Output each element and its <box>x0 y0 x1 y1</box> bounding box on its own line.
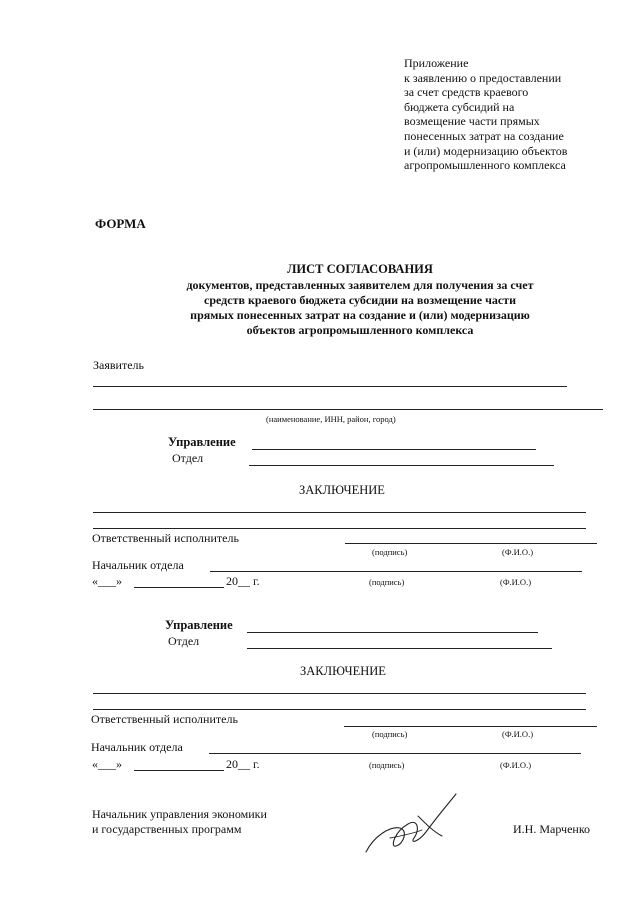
executor-field[interactable] <box>345 543 597 544</box>
title-line: документов, представленных заявителем для получения за счет <box>186 278 534 292</box>
date-year: 20__ г. <box>226 574 260 588</box>
appendix-line: к заявлению о предоставлении <box>404 70 562 85</box>
executor-label: Ответственный исполнитель <box>92 531 239 545</box>
applicant-hint: (наименование, ИНН, район, город) <box>266 414 396 424</box>
appendix-line: за счет средств краевого <box>404 85 529 100</box>
department-label: Управление <box>165 618 233 632</box>
executor-label: Ответственный исполнитель <box>91 712 238 726</box>
form-label: ФОРМА <box>95 216 146 231</box>
date-month-field[interactable] <box>134 587 224 588</box>
department-field[interactable] <box>247 632 538 633</box>
conclusion-heading: ЗАКЛЮЧЕНИЕ <box>300 664 386 678</box>
appendix-line: агропромышленного комплекса <box>404 158 566 173</box>
title-line: средств краевого бюджета субсидии на возмещение части <box>204 293 516 307</box>
head-field[interactable] <box>210 571 582 572</box>
division-field[interactable] <box>247 648 552 649</box>
conclusion-line[interactable] <box>93 528 586 529</box>
appendix-line: и (или) модернизацию объектов <box>404 143 568 158</box>
division-label: Отдел <box>168 634 200 648</box>
document-heading: ЛИСТ СОГЛАСОВАНИЯ <box>287 262 433 276</box>
head-field[interactable] <box>209 753 581 754</box>
executor-field[interactable] <box>344 726 597 727</box>
signer-name: И.Н. Марченко <box>513 822 591 836</box>
title-line: объектов агропромышленного комплекса <box>246 323 474 337</box>
appendix-note <box>404 56 624 173</box>
division-field[interactable] <box>249 465 554 466</box>
handwritten-signature <box>360 788 470 860</box>
appendix-line: возмещение части прямых <box>404 114 540 129</box>
signature-hint: (подпись) <box>372 547 408 557</box>
department-field[interactable] <box>252 449 536 450</box>
title-line: прямых понесенных затрат на создание и (или) модернизацию <box>190 308 530 322</box>
appendix-line: понесенных затрат на создание <box>404 128 564 143</box>
name-hint: (Ф.И.О.) <box>502 547 534 557</box>
applicant-label: Заявитель <box>93 358 144 372</box>
appendix-line: Приложение <box>404 56 469 70</box>
date-day: «___» <box>92 757 122 771</box>
name-hint: (Ф.И.О.) <box>500 577 532 587</box>
head-label: Начальник отдела <box>92 558 184 572</box>
conclusion-line[interactable] <box>93 693 586 694</box>
applicant-line[interactable] <box>93 409 603 410</box>
signer-position: и государственных программ <box>92 822 242 836</box>
signer-position: Начальник управления экономики <box>92 807 267 821</box>
appendix-line: бюджета субсидий на <box>404 99 515 114</box>
date-year: 20__ г. <box>226 757 260 771</box>
head-label: Начальник отдела <box>91 740 183 754</box>
date-month-field[interactable] <box>134 770 224 771</box>
title-block <box>60 262 640 338</box>
applicant-line[interactable] <box>93 386 567 387</box>
signature-hint: (подпись) <box>369 760 405 770</box>
department-label: Управление <box>168 435 236 449</box>
conclusion-line[interactable] <box>93 512 586 513</box>
date-day: «___» <box>92 574 122 588</box>
conclusion-heading: ЗАКЛЮЧЕНИЕ <box>299 483 385 497</box>
name-hint: (Ф.И.О.) <box>502 729 534 739</box>
signature-hint: (подпись) <box>369 577 405 587</box>
name-hint: (Ф.И.О.) <box>500 760 532 770</box>
signature-hint: (подпись) <box>372 729 408 739</box>
conclusion-line[interactable] <box>93 709 586 710</box>
division-label: Отдел <box>172 451 204 465</box>
